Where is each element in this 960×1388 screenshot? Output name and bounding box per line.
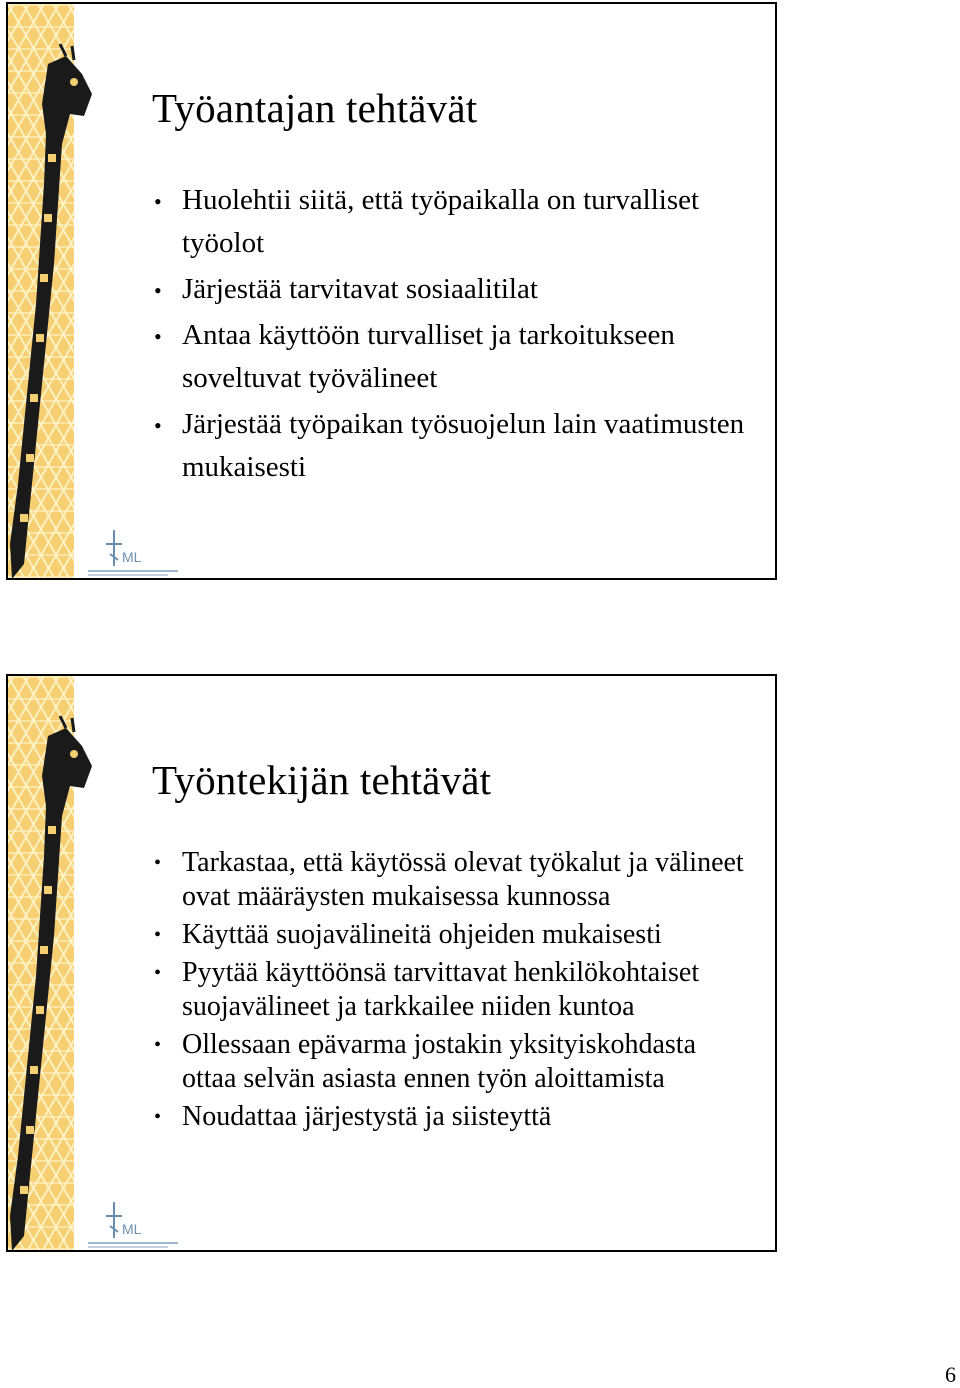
list-item: • Ollessaan epävarma jostakin yksityiskohdasta ottaa selvän asiasta ennen työn aloittamista xyxy=(154,1029,696,1094)
slide-title: Työantajan tehtävät xyxy=(152,85,478,131)
list-item: • Tarkastaa, että käytössä olevat työkalut ja välineet ovat määräysten mukaisessa kunnossa xyxy=(154,847,744,912)
tml-logo-icon xyxy=(84,1196,184,1252)
list-item-text: Ollessaan epävarma jostakin yksityiskohdasta ottaa selvän asiasta ennen työn aloittamista xyxy=(182,1029,696,1094)
slide-title: Työntekijän tehtävät xyxy=(152,757,492,803)
list-item: • Pyytää käyttöönsä tarvittavat henkilökohtaiset suojavälineet ja tarkkailee niiden kuntoa xyxy=(154,957,700,1022)
svg-text:ML: ML xyxy=(122,1221,142,1237)
list-item-text: Noudattaa järjestystä ja siisteyttä xyxy=(182,1101,552,1132)
bullet-list xyxy=(154,846,754,1138)
list-item-text: Antaa käyttöön turvalliset ja tarkoitukseen soveltuvat työvälineet xyxy=(182,319,675,394)
list-item: • Järjestää työpaikan työsuojelun lain vaatimusten mukaisesti xyxy=(154,408,745,483)
list-item: • Järjestää tarvitavat sosiaalitilat xyxy=(154,273,538,305)
giraffe-mascot-icon xyxy=(8,4,108,580)
slide-employer-duties xyxy=(6,2,777,580)
list-item: • Noudattaa järjestystä ja siisteyttä xyxy=(154,1101,552,1132)
list-item-text: Käyttää suojavälineitä ohjeiden mukaisesti xyxy=(182,919,662,950)
list-item-text: Tarkastaa, että käytössä olevat työkalut ja välineet ovat määräysten mukaisessa kunnossa xyxy=(182,847,744,912)
list-item-text: Huolehtii siitä, että työpaikalla on turvalliset työolot xyxy=(182,184,700,259)
list-item-text: Järjestää tarvitavat sosiaalitilat xyxy=(182,273,538,305)
bullet-list xyxy=(154,179,754,492)
list-item: • Huolehtii siitä, että työpaikalla on turvalliset työolot xyxy=(154,184,700,259)
list-item: • Käyttää suojavälineitä ohjeiden mukaisesti xyxy=(154,919,662,950)
slide-employee-duties xyxy=(6,674,777,1252)
svg-text:ML: ML xyxy=(122,549,142,565)
list-item-text: Pyytää käyttöönsä tarvittavat henkilökohtaiset suojavälineet ja tarkkailee niiden kuntoa xyxy=(182,957,700,1022)
tml-logo-icon xyxy=(84,524,184,580)
page-number: 6 xyxy=(945,1362,956,1387)
giraffe-mascot-icon xyxy=(8,676,108,1252)
list-item: • Antaa käyttöön turvalliset ja tarkoitukseen soveltuvat työvälineet xyxy=(154,319,675,394)
list-item-text: Järjestää työpaikan työsuojelun lain vaatimusten mukaisesti xyxy=(182,408,745,483)
